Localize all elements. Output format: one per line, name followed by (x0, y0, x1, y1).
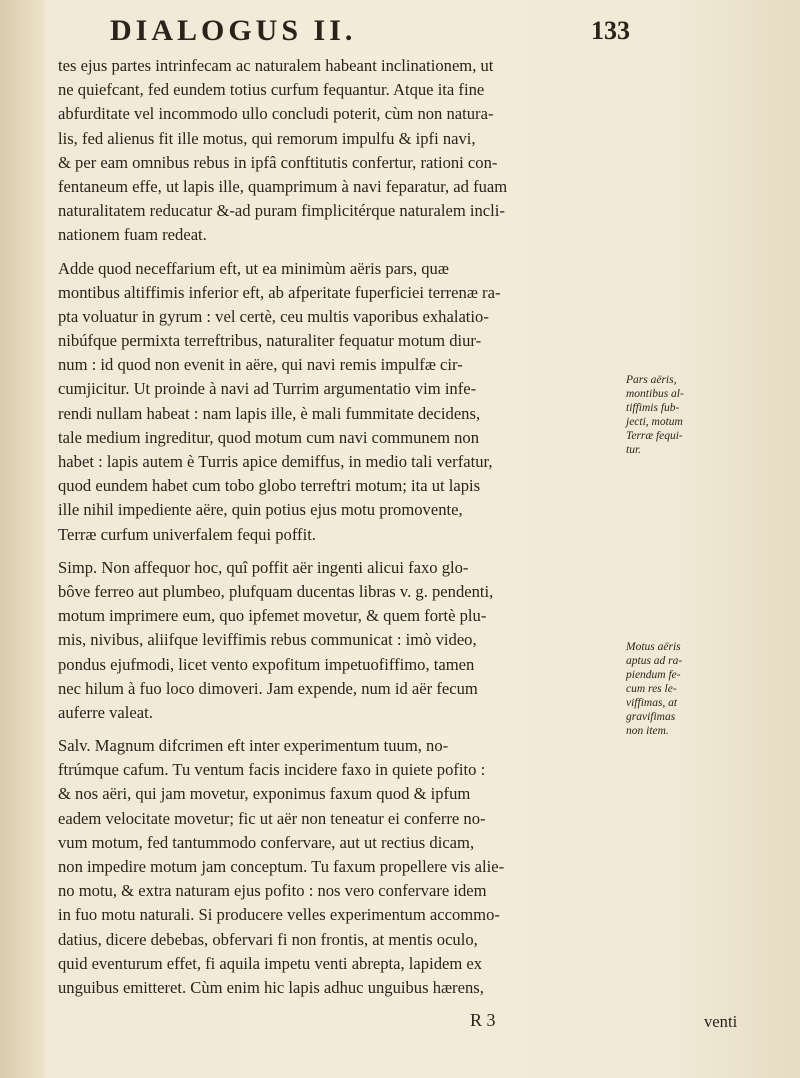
margin-note-air-motion (626, 640, 722, 738)
text-line: ille nihil impediente aëre, quin potius ejus motu promovente, (58, 500, 463, 520)
margin-note-line: Motus aëris (626, 641, 681, 653)
text-line: & nos aëri, qui jam movetur, exponimus faxum quod & ipfum (58, 784, 471, 804)
text-line: datius, dicere debebas, obfervari fi non frontis, at mentis oculo, (58, 929, 478, 949)
text-line: motum imprimere eum, quo ipfemet movetur, & quem fortè plu- (58, 606, 487, 626)
margin-note-line: piendum fe- (626, 669, 681, 681)
margin-note-air-mountains (626, 373, 722, 457)
text-line: montibus altiffimis inferior eft, ab afperitate fuperficiei terrenæ ra- (58, 282, 501, 302)
text-line: habet : lapis autem è Turris apice demiffus, in medio tali verfatur, (58, 452, 493, 471)
page-number: 133 (591, 16, 630, 45)
text-line: num : id quod non evenit in aëre, qui navi remis impulfæ cir- (58, 355, 463, 375)
text-line: nationem fuam redeat. (58, 225, 207, 245)
paragraph-gap (58, 725, 618, 734)
text-line: vum motum, fed tantummodo confervare, aut ut rectius dicam, (58, 832, 475, 852)
margin-note-line: tur. (626, 444, 642, 456)
text-line: tale medium ingreditur, quod motum cum navi communem non (58, 427, 480, 447)
text-line: bôve ferreo aut plumbeo, plufquam ducentas libras v. g. pendenti, (58, 581, 494, 601)
text-line: nec hilum à fuo loco dimoveri. Jam expende, num id aër fecum (58, 678, 478, 698)
margin-note-line: viffimas, at (626, 697, 678, 709)
text-line: Terræ curfum univerfalem fequi poffit. (58, 524, 316, 544)
text-line: auferre valeat. (58, 702, 153, 722)
text-line: in fuo motu naturali. Si producere velles experimentum accommo- (58, 905, 500, 925)
text-line: unguibus emitteret. Cùm enim hic lapis adhuc unguibus hærens, (58, 977, 484, 997)
text-line: pta voluatur in gyrum : vel certè, ceu multis vaporibus exhalatio- (58, 306, 489, 326)
margin-note-line: aptus ad ra- (626, 655, 683, 667)
signature-mark: R 3 (470, 1010, 496, 1030)
text-line: lis, fed alienus fit ille motus, qui remorum impulfu & ipfi navi, (58, 128, 476, 148)
text-line: fentaneum effe, ut lapis ille, quamprimum à navi feparatur, ad fuam (58, 176, 508, 196)
text-line: tes ejus partes intrinfecam ac naturalem habeant inclinationem, ut (58, 56, 494, 75)
text-line: & per eam omnibus rebus in ipfâ conftitutis confertur, rationi con- (58, 152, 498, 172)
text-line: quod eundem habet cum tobo globo terreftri motum; ita ut lapis (58, 476, 481, 496)
paragraph-gap (58, 248, 618, 257)
text-line: non impedire motum jam conceptum. Tu faxum propellere vis alie- (58, 857, 505, 876)
margin-note-line: Terræ fequi- (626, 430, 683, 442)
catchword: venti (704, 1012, 738, 1031)
text-line: pondus ejufmodi, licet vento expofitum impetuofiffimo, tamen (58, 654, 475, 674)
text-line: eadem velocitate movetur; fic ut aër non teneatur ei conferre no- (58, 808, 486, 828)
text-line: quid eventurum effet, fi aquila impetu venti abrepta, lapidem ex (58, 953, 483, 973)
text-line: ne quiefcant, fed eundem totius curfum fequantur. Atque ita fine (58, 80, 485, 100)
margin-note-line: Pars aëris, (626, 374, 677, 386)
page-gutter (0, 0, 44, 1078)
margin-note-line: non item. (626, 725, 669, 737)
margin-note-line: tiffimis fub- (626, 402, 680, 414)
text-line: nibúfque permixta terreftribus, naturaliter fequatur motum diur- (58, 331, 482, 351)
text-line: mis, nivibus, aliifque leviffimis rebus communicat : imò video, (58, 630, 477, 650)
margin-note-line: cum res le- (626, 683, 677, 695)
text-line: no motu, & extra naturam ejus pofito : nos vero confervare idem (58, 881, 487, 901)
text-line: rendi nullam habeat : nam lapis ille, è mali fummitate decidens, (58, 403, 481, 423)
text-line: ftrúmque cafum. Tu ventum facis incidere faxo in quiete pofito : (58, 760, 486, 780)
text-line: Salv. Magnum difcrimen eft inter experimentum tuum, no- (58, 736, 449, 756)
text-line: naturalitatem reducatur &-ad puram fimplicitérque naturalem incli- (58, 201, 505, 221)
margin-note-line: gravifimas (626, 711, 676, 723)
margin-note-line: jecti, motum (626, 416, 683, 428)
page-header (90, 14, 630, 50)
running-title: DIALOGUS II. (110, 14, 357, 47)
text-line: Simp. Non affequor hoc, quî poffit aër ingenti alicui faxo glo- (58, 557, 469, 577)
text-line: cumjicitur. Ut proinde à navi ad Turrim argumentatio vim infe- (58, 379, 477, 399)
text-line: abfurditate vel incommodo ullo concludi poterit, cùm non natura- (58, 104, 494, 124)
text-line: Adde quod neceffarium eft, ut ea minimùm aëris pars, quæ (58, 258, 449, 278)
paragraph-gap (58, 547, 618, 556)
main-text (58, 54, 618, 1000)
margin-note-line: montibus al- (626, 388, 684, 400)
